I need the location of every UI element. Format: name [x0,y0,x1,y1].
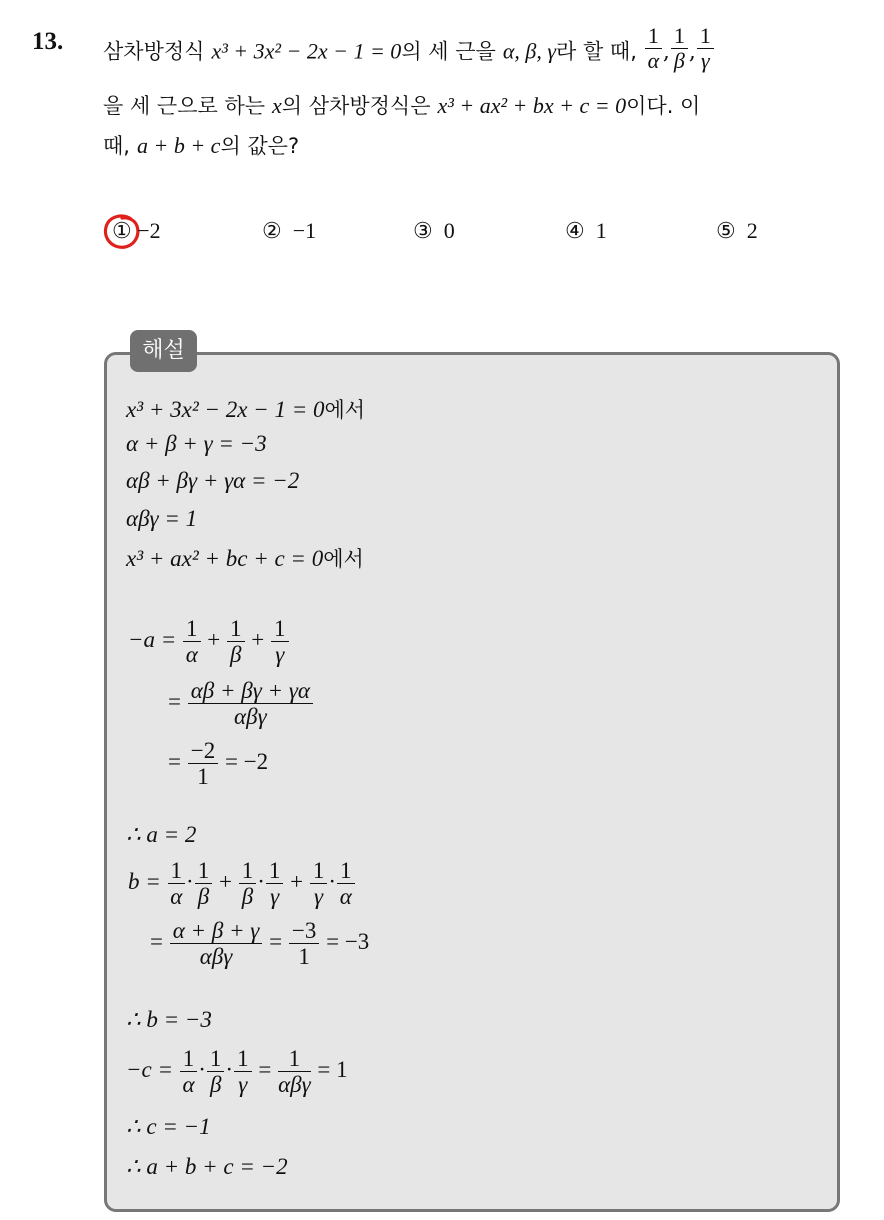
dot: · [225,1057,234,1083]
solution-line-4: αβγ = 1 [126,506,198,531]
choice-mark: ⑤ [716,218,736,243]
question-text: 의 삼차방정식은 [281,94,431,118]
result: = −3 [326,929,370,955]
solution-c-line-1 [126,1046,348,1098]
fraction: $\frac{1}{\gamma}$ [266,858,284,910]
fraction: $\frac{1}{\beta}$ [195,858,213,910]
fraction: $\frac{-2}{1}$ [188,738,218,790]
question-text: 의 세 근을 [401,39,496,64]
choice-mark: ① [112,218,132,243]
lhs: −c = [126,1057,173,1083]
plus-sign: + [207,627,221,653]
choice-2[interactable] [262,218,316,244]
fraction: $\frac{\alpha + \beta + \gamma}{\text{αβγ}}$ [170,918,263,970]
equation: x³ + 3x² − 2x − 1 = 0 [126,397,325,422]
choice-value: 1 [595,218,607,243]
fraction: $\frac{1}{\alpha}$ [168,858,186,910]
solution-a-line-1 [128,616,290,668]
question-text: 이다. 이 [626,94,701,118]
choice-value: −1 [292,218,317,243]
choice-mark: ③ [413,218,433,243]
solution-line-5 [126,543,364,573]
plus-sign: + [251,627,265,653]
solution-b-line-2 [150,918,369,970]
solution-a-line-3 [168,738,268,790]
question-text: 라 할 때, [556,39,637,64]
question-variable: x [272,93,282,118]
dot: · [257,869,265,895]
solution-b-line-1 [128,858,356,910]
fraction: $\frac{1}{\alpha}$ [337,858,355,910]
choice-mark: ④ [565,218,585,243]
solution-c-result: ∴ c = −1 [126,1114,211,1139]
frac-den: γ [701,48,710,74]
question-equation: x³ + 3x² − 2x − 1 = 0 [211,38,402,64]
dot: · [186,869,194,895]
fraction: $\frac{\alpha\beta + \beta\gamma + \gamma\alpha}{\text{αβγ}}$ [188,678,313,730]
equals: = [168,689,181,715]
dot: · [328,869,337,895]
lhs: b = [128,869,161,895]
frac-num: 1 [697,24,714,49]
choice-mark: ② [262,218,282,243]
question-line-3 [103,130,299,160]
dot: · [198,1057,206,1083]
lhs: −a = [128,627,177,653]
fraction: $\frac{1}{\gamma}$ [310,858,328,910]
solution-a-line-2 [168,678,314,730]
frac-den: β [673,48,685,74]
choice-3[interactable] [413,218,455,244]
solution-line-2: α + β + γ = −3 [126,431,267,456]
choice-value: −2 [137,218,161,243]
choice-4[interactable] [565,218,607,244]
equals: = [269,929,283,955]
question-text: 의 값은? [220,134,300,158]
suffix-text: 에서 [324,398,366,422]
question-number: 13. [32,28,64,55]
equals: = [168,749,181,775]
fraction-1-over-beta [671,24,688,73]
question-line-2 [103,90,700,120]
fraction-1-over-alpha [645,24,662,73]
fraction: $\frac{1}{\beta}$ [227,616,245,668]
solution-line-3: αβ + βγ + γα = −2 [126,468,300,493]
frac-den: α [647,48,660,74]
choice-5[interactable] [716,218,758,244]
suffix-text: 에서 [323,547,364,571]
fraction: $\frac{1}{\beta}$ [207,1046,225,1098]
solution-line-1 [126,394,365,424]
frac-num: 1 [671,24,688,49]
solution-final-result: ∴ a + b + c = −2 [126,1154,288,1179]
fraction: $\frac{-3}{1}$ [289,918,319,970]
choice-value: 0 [443,218,455,243]
fraction: $\frac{1}{\beta}$ [239,858,257,910]
equals: = [150,929,163,955]
equation: x³ + ax² + bc + c = 0 [126,546,324,571]
fraction: $\frac{1}{\gamma}$ [234,1046,252,1098]
question-roots: α, β, γ [502,38,556,64]
fraction: $\frac{1}{\text{αβγ}}$ [278,1046,311,1098]
solution-b-result: ∴ b = −3 [126,1007,212,1032]
question-equation: x³ + ax² + bx + c = 0 [437,93,627,118]
question-text: 삼차방정식 [103,39,205,64]
fraction: $\frac{1}{\gamma}$ [271,616,289,668]
question-line-1: 삼차방정식 x³ + 3x² − 2x − 1 = 0의 세 근을 α, β, γ라 할 때, $\frac{1}{\alpha}$ , $\frac{1}{\beta}$ , $\frac{1}{\gamma}$ [103,28,715,77]
solution-tag: 해설 [130,330,197,372]
fraction: $\frac{1}{\alpha}$ [183,616,201,668]
fraction: $\frac{1}{\alpha}$ [180,1046,198,1098]
fraction-1-over-gamma [697,24,714,73]
question-expression: a + b + c [136,133,221,158]
frac-num: 1 [645,24,662,49]
plus-sign: + [218,869,232,895]
result: = 1 [317,1057,348,1083]
solution-a-result: ∴ a = 2 [126,822,197,847]
choice-value: 2 [746,218,758,243]
result: = −2 [224,749,269,775]
question-text: 을 세 근으로 하는 [103,94,266,118]
choice-1[interactable] [112,218,161,244]
question-text: 때, [103,134,130,158]
plus-sign: + [290,869,304,895]
equals: = [258,1057,272,1083]
